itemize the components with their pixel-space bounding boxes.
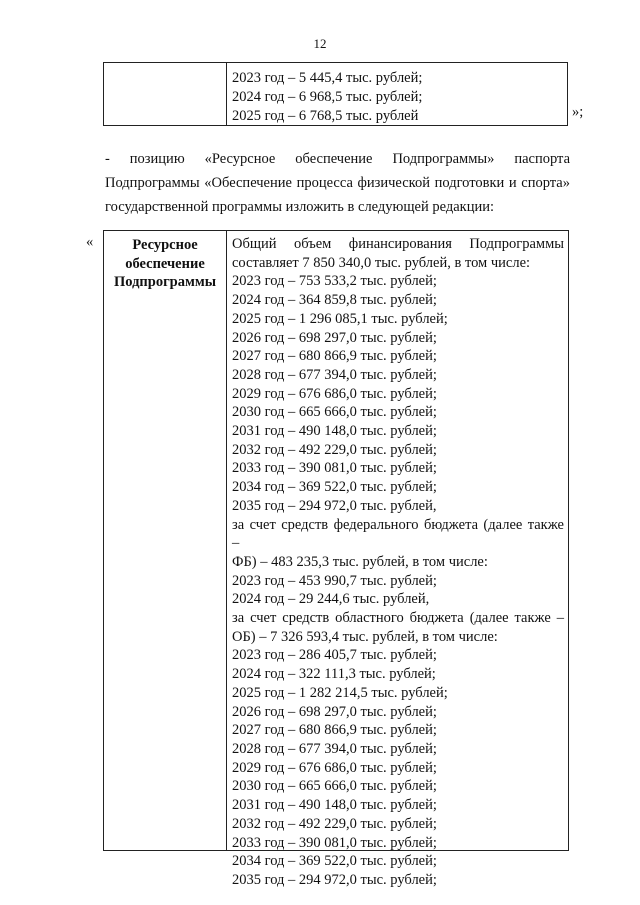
funding-line: 2029 год – 676 686,0 тыс. рублей; — [232, 759, 437, 776]
closing-quote: »; — [572, 104, 584, 120]
funding-line: 2024 год – 364 859,8 тыс. рублей; — [232, 292, 437, 309]
resource-content-cell — [232, 235, 564, 890]
intro-paragraph-line: государственной программы изложить в следующей редакции: — [105, 199, 495, 215]
funding-line: 2034 год – 369 522,0 тыс. рублей; — [232, 479, 437, 496]
funding-line: 2033 год – 390 081,0 тыс. рублей; — [232, 834, 437, 851]
funding-line: 2027 год – 680 866,9 тыс. рублей; — [232, 348, 437, 365]
table-line: 2025 год – 6 768,5 тыс. рублей — [232, 108, 419, 124]
intro-paragraph-line: Подпрограммы «Обеспечение процесса физической подготовки и спорта» — [105, 175, 570, 191]
funding-line: 2029 год – 676 686,0 тыс. рублей; — [232, 385, 437, 402]
funding-line: 2026 год – 698 297,0 тыс. рублей; — [232, 703, 437, 720]
funding-line: 2026 год – 698 297,0 тыс. рублей; — [232, 329, 437, 346]
previous-table-content — [232, 69, 422, 126]
funding-line: 2035 год – 294 972,0 тыс. рублей; — [232, 871, 437, 888]
funding-line: 2025 год – 1 282 214,5 тыс. рублей; — [232, 684, 448, 701]
funding-line: 2023 год – 753 533,2 тыс. рублей; — [232, 273, 437, 290]
funding-line: 2033 год – 390 081,0 тыс. рублей; — [232, 460, 437, 477]
label-line: Ресурсное — [132, 237, 198, 253]
funding-line: за счет средств областного бюджета (далее также – — [232, 610, 564, 627]
funding-line: Общий объем финансирования Подпрограммы — [232, 236, 564, 252]
funding-line: 2032 год – 492 229,0 тыс. рублей; — [232, 815, 437, 832]
funding-line: 2034 год – 369 522,0 тыс. рублей; — [232, 853, 437, 870]
funding-line: 2032 год – 492 229,0 тыс. рублей; — [232, 441, 437, 458]
funding-line: ОБ) – 7 326 593,4 тыс. рублей, в том числе: — [232, 628, 498, 645]
label-line: обеспечение — [125, 255, 205, 272]
table-line: 2024 год – 6 968,5 тыс. рублей; — [232, 89, 423, 105]
funding-line: составляет 7 850 340,0 тыс. рублей, в том числе: — [232, 254, 531, 271]
page-number: 12 — [313, 36, 327, 51]
funding-line: 2024 год – 29 244,6 тыс. рублей, — [232, 591, 430, 608]
intro-paragraph-line: - позицию «Ресурсное обеспечение Подпрограммы» паспорта — [105, 151, 570, 167]
funding-line: 2031 год – 490 148,0 тыс. рублей; — [232, 797, 437, 814]
table-column-divider — [226, 63, 227, 125]
funding-line: 2030 год – 665 666,0 тыс. рублей; — [232, 404, 437, 421]
funding-line: ФБ) – 483 235,3 тыс. рублей, в том числе: — [232, 553, 488, 570]
resource-table — [103, 230, 569, 888]
table-line: 2023 год – 5 445,4 тыс. рублей; — [232, 70, 423, 86]
funding-line: за счет средств федерального бюджета (далее также – — [232, 516, 564, 552]
funding-line: 2024 год – 322 111,3 тыс. рублей; — [232, 666, 436, 683]
table-column-divider — [226, 231, 227, 850]
funding-line: 2035 год – 294 972,0 тыс. рублей, — [232, 497, 437, 514]
opening-quote: « — [86, 234, 94, 250]
funding-line: 2028 год – 677 394,0 тыс. рублей; — [232, 740, 437, 757]
resource-label-cell — [104, 236, 226, 292]
label-line: Подпрограммы — [113, 274, 217, 290]
funding-line: 2025 год – 1 296 085,1 тыс. рублей; — [232, 310, 448, 327]
previous-table-fragment — [103, 62, 568, 126]
funding-line: 2023 год – 453 990,7 тыс. рублей; — [232, 572, 437, 589]
funding-line: 2023 год – 286 405,7 тыс. рублей; — [232, 647, 437, 664]
funding-line: 2028 год – 677 394,0 тыс. рублей; — [232, 366, 437, 383]
funding-line: 2031 год – 490 148,0 тыс. рублей; — [232, 423, 437, 440]
funding-line: 2030 год – 665 666,0 тыс. рублей; — [232, 778, 437, 795]
funding-line: 2027 год – 680 866,9 тыс. рублей; — [232, 722, 437, 739]
